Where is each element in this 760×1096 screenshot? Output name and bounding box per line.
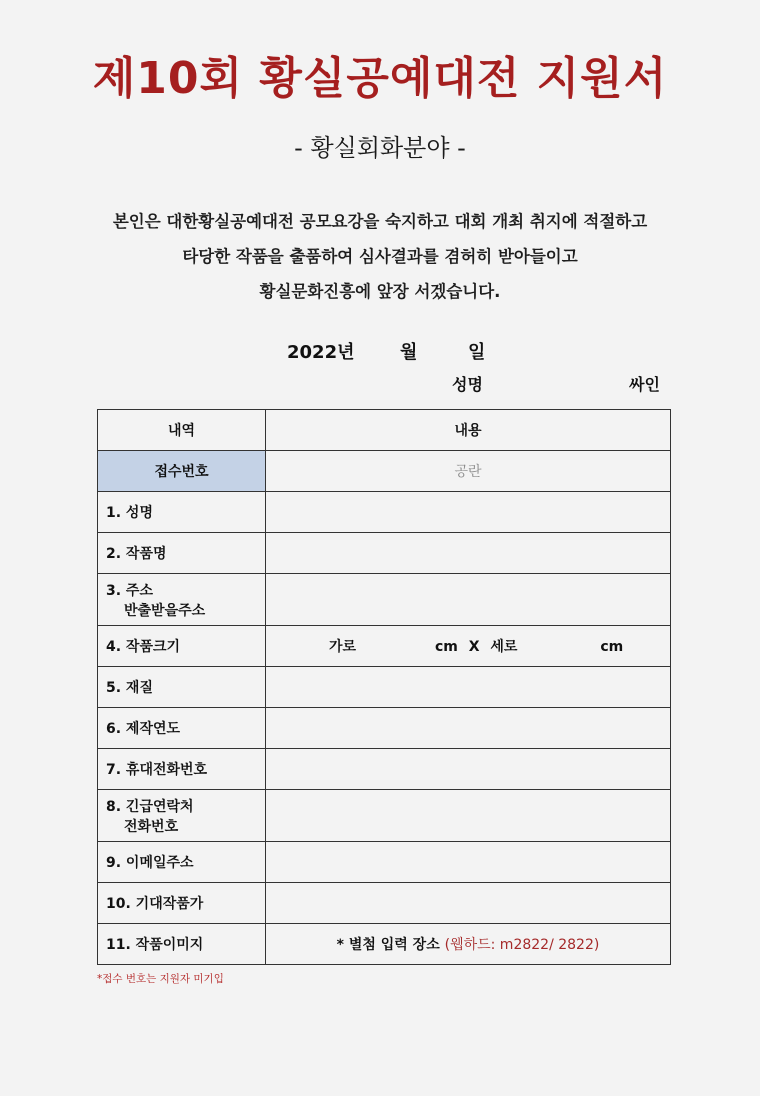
pledge-line-3: 황실문화진흥에 앞장 서겠습니다. <box>259 282 501 301</box>
row-label-emergency-line2: 전화번호 <box>124 818 179 835</box>
table-row <box>98 667 671 708</box>
field-artwork-image[interactable] <box>266 924 671 965</box>
field-emergency-phone[interactable] <box>266 790 671 842</box>
size-unit-1: cm <box>434 639 458 655</box>
footnote: *접수 번호는 지원자 미기입 <box>97 973 224 985</box>
field-mobile[interactable] <box>266 749 671 790</box>
row-label-expected-price: 10. 기대작품가 <box>98 883 266 924</box>
row-label-address-line2: 반출받을주소 <box>124 602 206 619</box>
table-row <box>98 883 671 924</box>
row-label-production-year: 6. 제작연도 <box>98 708 266 749</box>
table-row <box>98 842 671 883</box>
row-label-email: 9. 이메일주소 <box>98 842 266 883</box>
field-expected-price[interactable] <box>266 883 671 924</box>
row-label-size: 4. 작품크기 <box>98 626 266 667</box>
row-label-mobile: 7. 휴대전화번호 <box>98 749 266 790</box>
table-row <box>98 533 671 574</box>
row-label-name: 1. 성명 <box>98 492 266 533</box>
reception-row <box>98 451 671 492</box>
header-item: 내역 <box>98 410 266 451</box>
date-day: 일 <box>468 342 486 363</box>
row-label-artwork-title: 2. 작품명 <box>98 533 266 574</box>
row-label-material: 5. 재질 <box>98 667 266 708</box>
signature-name-label: 성명 <box>452 375 483 394</box>
table-row <box>98 626 671 667</box>
row-label-emergency <box>98 790 266 842</box>
size-unit-2: cm <box>600 639 624 655</box>
pledge-line-1: 본인은 대한황실공예대전 공모요강을 숙지하고 대회 개최 취지에 적절하고 <box>112 212 648 231</box>
field-production-year[interactable] <box>266 708 671 749</box>
table-row <box>98 708 671 749</box>
field-size[interactable] <box>266 626 671 667</box>
row-label-address <box>98 574 266 626</box>
table-row <box>98 924 671 965</box>
field-name[interactable] <box>266 492 671 533</box>
reception-value: 공란 <box>266 451 671 492</box>
size-x: X <box>468 639 480 655</box>
date-month: 월 <box>400 342 418 363</box>
table-row <box>98 492 671 533</box>
size-width-label: 가로 <box>329 639 357 655</box>
field-email[interactable] <box>266 842 671 883</box>
table-row <box>98 574 671 626</box>
table-row <box>98 749 671 790</box>
field-material[interactable] <box>266 667 671 708</box>
application-table <box>97 409 671 965</box>
webhard-info: (웹하드: m2822/ 2822) <box>444 937 600 953</box>
size-height-label: 세로 <box>490 639 518 655</box>
form-title: 제10회 황실공예대전 지원서 <box>92 53 668 104</box>
field-artwork-title[interactable] <box>266 533 671 574</box>
field-address[interactable] <box>266 574 671 626</box>
pledge-statement <box>0 204 760 309</box>
table-row <box>98 790 671 842</box>
table-header-row <box>98 410 671 451</box>
pledge-line-2: 타당한 작품을 출품하여 심사결과를 겸허히 받아들이고 <box>182 247 578 266</box>
row-label-artwork-image: 11. 작품이미지 <box>98 924 266 965</box>
signature-sign-label: 싸인 <box>629 375 660 394</box>
image-note: * 별첨 입력 장소 <box>336 937 440 953</box>
header-content: 내용 <box>266 410 671 451</box>
date-year: 2022년 <box>287 342 355 363</box>
form-subtitle: - 황실회화분야 - <box>294 134 466 162</box>
row-label-emergency-line1: 8. 긴급연락처 <box>106 798 194 815</box>
row-label-address-line1: 3. 주소 <box>106 582 153 599</box>
reception-label: 접수번호 <box>98 451 266 492</box>
